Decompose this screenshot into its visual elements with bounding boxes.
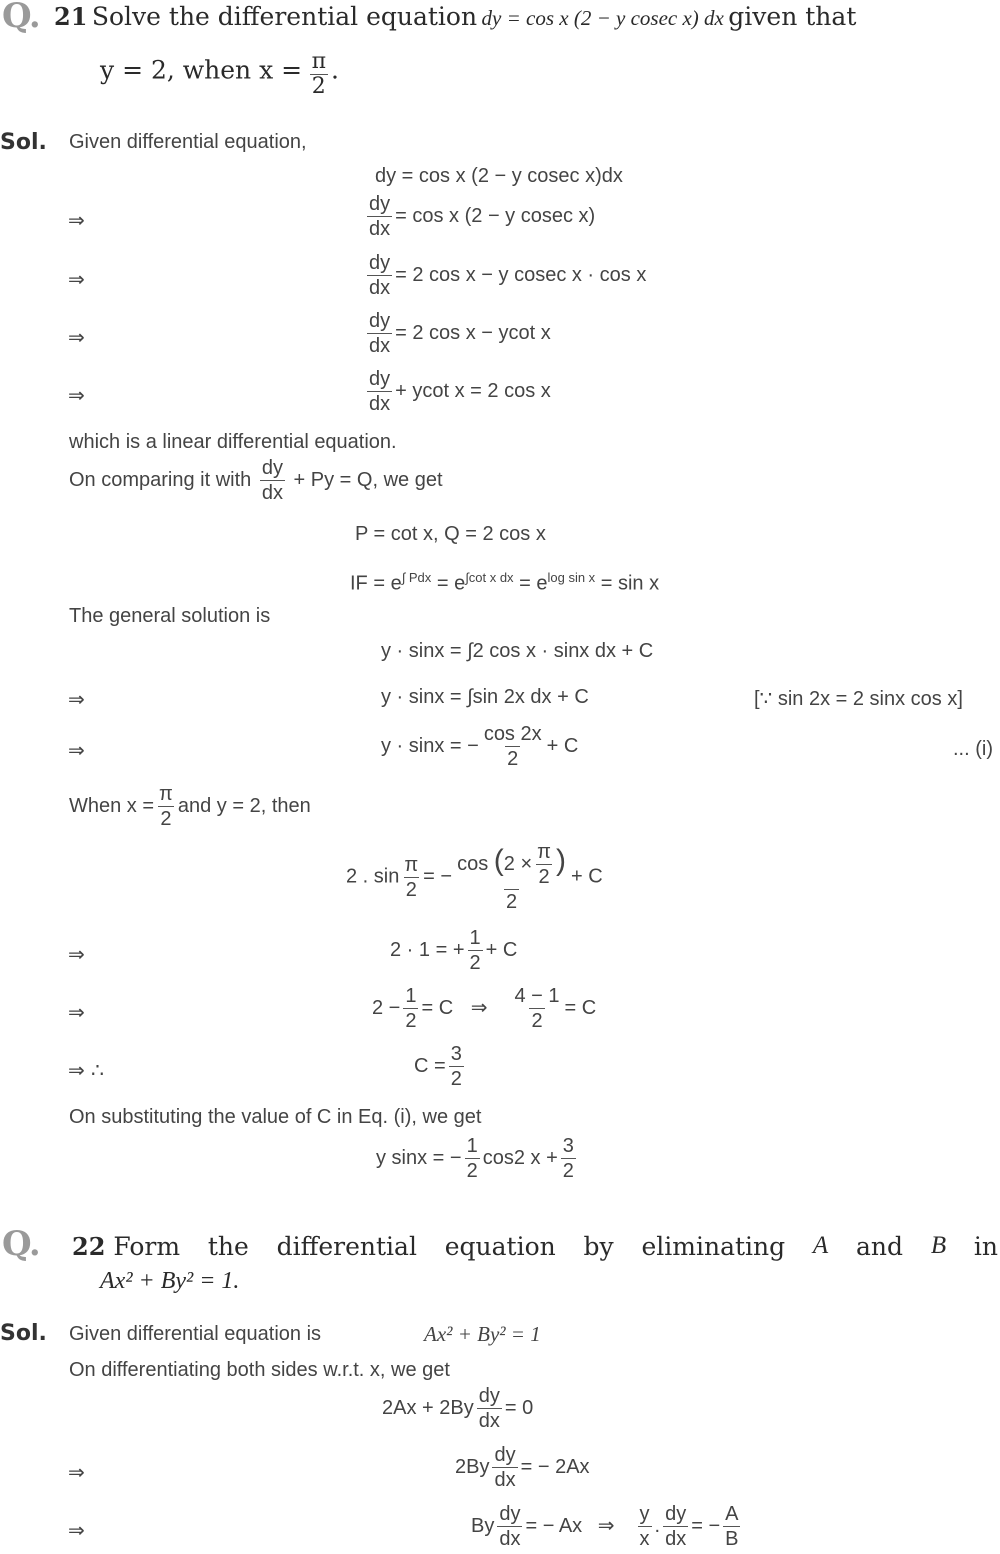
step-lhs: 2 −: [372, 996, 401, 1019]
frac-den: dx: [494, 1469, 516, 1491]
frac-num: dy: [261, 457, 283, 479]
equation-rhs: = 2 cos x − y cosec x · cos x: [395, 263, 647, 286]
frac-num: 3: [450, 1043, 462, 1065]
question-21-line2: [100, 50, 339, 99]
equation-step: [364, 309, 551, 358]
implies-arrow: ⇒: [68, 383, 85, 407]
question-word: the: [207, 1232, 249, 1261]
frac-num: dy: [369, 252, 391, 274]
substitute-line: On substituting the value of C in Eq. (i), we get: [69, 1106, 482, 1128]
linear-note: which is a linear differential equation.: [69, 431, 397, 453]
final-answer: [376, 1134, 579, 1183]
implies-arrow: ⇒: [68, 1518, 85, 1542]
identity-note: [∵ sin 2x = 2 sinx cos x]: [754, 688, 963, 710]
compare-suffix: + Py = Q, we get: [293, 468, 443, 491]
step-lhs: 2 · 1 = +: [390, 938, 465, 961]
given-equation: Ax² + By² = 1: [424, 1322, 541, 1346]
frac-den: 2: [466, 1160, 478, 1182]
frac-num: 3: [562, 1135, 574, 1157]
if-mid: = e: [431, 572, 466, 595]
sub-lhs: 2 . sin: [346, 865, 400, 888]
inner-expr: 2 ×: [503, 852, 533, 875]
step-lhs: 2Ax + 2By: [382, 1396, 474, 1419]
frac-den: 2: [562, 1160, 574, 1182]
equation-rhs: + ycot x = 2 cos x: [395, 379, 551, 402]
big-fraction: cos (2 × $\frac{\pi}{2}$ ) 2: [457, 841, 566, 913]
implies-arrow: ⇒: [68, 1000, 85, 1024]
implies-arrow: ⇒: [68, 687, 85, 711]
constant-result: [414, 1042, 467, 1091]
constant-step: [390, 926, 517, 975]
period: .: [331, 55, 339, 85]
question-word: B: [930, 1232, 947, 1259]
exponent: log sin x: [547, 570, 596, 585]
frac-num: π: [311, 49, 327, 74]
frac-den: 2: [538, 866, 550, 888]
step-lhs: y · sinx = −: [381, 734, 479, 757]
question-word: differential: [276, 1232, 417, 1261]
therefore-arrow: ⇒ ∴: [68, 1058, 104, 1082]
question-marker: Q.: [2, 1224, 40, 1264]
substitution-line: [346, 840, 603, 914]
fraction: [310, 50, 328, 99]
step-lhs: C =: [414, 1054, 446, 1077]
frac-den: B: [725, 1528, 739, 1550]
frac-num: π: [404, 853, 419, 876]
equation-step: [364, 251, 646, 300]
when-line: [69, 782, 311, 831]
when-prefix: When x =: [69, 794, 155, 817]
frac-num: dy: [369, 368, 391, 390]
frac-den: dx: [665, 1528, 687, 1550]
question-number: 21: [54, 2, 88, 31]
solution-step: y · sinx = ∫2 cos x · sinx dx + C: [381, 640, 654, 662]
frac-num: cos 2x: [483, 723, 542, 745]
step-rhs: = −: [691, 1514, 721, 1537]
final-lhs: y sinx = −: [376, 1146, 462, 1169]
exponent: ∫ Pdx: [401, 570, 432, 585]
when-suffix: and y = 2, then: [177, 794, 311, 817]
frac-den: dx: [369, 218, 391, 240]
equation-step: [364, 192, 595, 241]
frac-den: 2: [505, 891, 518, 913]
frac-den: 2: [450, 1068, 462, 1090]
question-word: by: [583, 1232, 614, 1261]
constant-step: [372, 984, 596, 1033]
if-prefix: IF = e: [350, 572, 402, 595]
frac-num: dy: [494, 1444, 516, 1466]
question-word: Form: [113, 1232, 181, 1261]
step-lhs: 2By: [455, 1455, 490, 1478]
question-number: 22: [72, 1232, 106, 1261]
step-rhs: = C: [421, 996, 454, 1019]
frac-num: dy: [478, 1385, 500, 1407]
exponent: ∫cot x dx: [465, 570, 514, 585]
dot: .: [654, 1514, 661, 1537]
equation-rhs: = cos x (2 − y cosec x): [395, 204, 596, 227]
frac-num: π: [159, 783, 173, 805]
question-math: dy = cos x (2 − y cosec x) dx: [481, 6, 724, 30]
implies-arrow: ⇒: [68, 267, 85, 291]
frac-den: 2: [531, 1010, 543, 1032]
frac-den: dx: [369, 393, 391, 415]
step-rhs: = − 2Ax: [520, 1455, 590, 1478]
frac-num: A: [725, 1503, 739, 1525]
question-21-line1: [54, 2, 856, 31]
implies-arrow: ⇒: [68, 208, 85, 232]
general-solution-label: The general solution is: [69, 605, 271, 627]
implies-arrow: ⇒: [68, 1460, 85, 1484]
question-text-suffix: given that: [728, 2, 857, 31]
compare-line: [69, 456, 443, 505]
compare-prefix: On comparing it with: [69, 468, 252, 491]
frac-den: dx: [478, 1410, 500, 1432]
equation-step: dy = cos x (2 − y cosec x)dx: [375, 165, 623, 187]
frac-num: dy: [665, 1503, 687, 1525]
frac-num: 1: [466, 1135, 478, 1157]
solution-intro: Given differential equation,: [69, 131, 307, 153]
frac-den: 2: [507, 748, 519, 770]
question-word: and: [856, 1232, 904, 1261]
solution-marker: Sol.: [0, 1321, 47, 1346]
cos-label: cos: [457, 852, 489, 875]
frac-den: 2: [311, 74, 326, 99]
question-word: A: [812, 1232, 829, 1259]
frac-num: dy: [369, 193, 391, 215]
step-rhs: = 0: [504, 1396, 534, 1419]
frac-den: dx: [261, 482, 283, 504]
solution-step: [381, 722, 578, 771]
solution-step: y · sinx = ∫sin 2x dx + C: [381, 686, 589, 708]
frac-num: 1: [469, 927, 481, 949]
frac-den: 2: [405, 878, 417, 901]
implies-arrow: ⇒: [68, 942, 85, 966]
frac-num: 4 − 1: [514, 985, 560, 1007]
frac-den: 2: [405, 1010, 417, 1032]
sub-rhs: + C: [570, 865, 603, 888]
equals-minus: = −: [423, 865, 453, 888]
derivative-step: [471, 1502, 743, 1551]
frac-den: dx: [369, 335, 391, 357]
frac-den: 2: [160, 808, 172, 830]
derivative-step: [382, 1384, 533, 1433]
question-marker: Q.: [2, 0, 40, 36]
equation-label: ... (i): [953, 738, 993, 760]
question-22-line1: [72, 1232, 998, 1261]
step-rhs: + C: [485, 938, 518, 961]
implies-arrow: ⇒: [68, 325, 85, 349]
frac-num: π: [537, 841, 551, 863]
question-condition: y = 2, when x =: [100, 55, 303, 85]
frac-num: dy: [499, 1503, 521, 1525]
step-lhs: By: [471, 1514, 495, 1537]
integrating-factor-line: [350, 570, 659, 596]
derivative-step: [455, 1443, 590, 1492]
question-22-equation: Ax² + By² = 1.: [100, 1268, 240, 1294]
frac-den: dx: [369, 277, 391, 299]
frac-num: y: [639, 1503, 650, 1525]
pq-line: P = cot x, Q = 2 cos x: [355, 523, 546, 545]
if-mid: = e: [513, 572, 548, 595]
final-mid: cos2 x +: [482, 1146, 558, 1169]
frac-num: 1: [405, 985, 417, 1007]
differentiate-line: On differentiating both sides w.r.t. x, we get: [69, 1359, 450, 1381]
implies-arrow: ⇒: [470, 994, 488, 1019]
question-text: Solve the differential equation: [91, 2, 478, 31]
question-word: equation: [444, 1232, 556, 1261]
question-word: eliminating: [641, 1232, 786, 1261]
frac-den: 2: [469, 952, 481, 974]
implies-arrow: ⇒: [597, 1512, 615, 1537]
equation-step: [364, 367, 551, 416]
solution-intro: Given differential equation is: [69, 1323, 322, 1345]
frac-den: dx: [499, 1528, 521, 1550]
if-end: = sin x: [595, 572, 660, 595]
question-word: in: [973, 1232, 998, 1261]
step-rhs: = C: [564, 996, 597, 1019]
step-rhs: = − Ax: [525, 1514, 583, 1537]
solution-marker: Sol.: [0, 130, 47, 155]
frac-num: dy: [369, 310, 391, 332]
equation-rhs: = 2 cos x − ycot x: [395, 321, 551, 344]
implies-arrow: ⇒: [68, 738, 85, 762]
frac-den: x: [639, 1528, 650, 1550]
step-rhs: + C: [546, 734, 579, 757]
